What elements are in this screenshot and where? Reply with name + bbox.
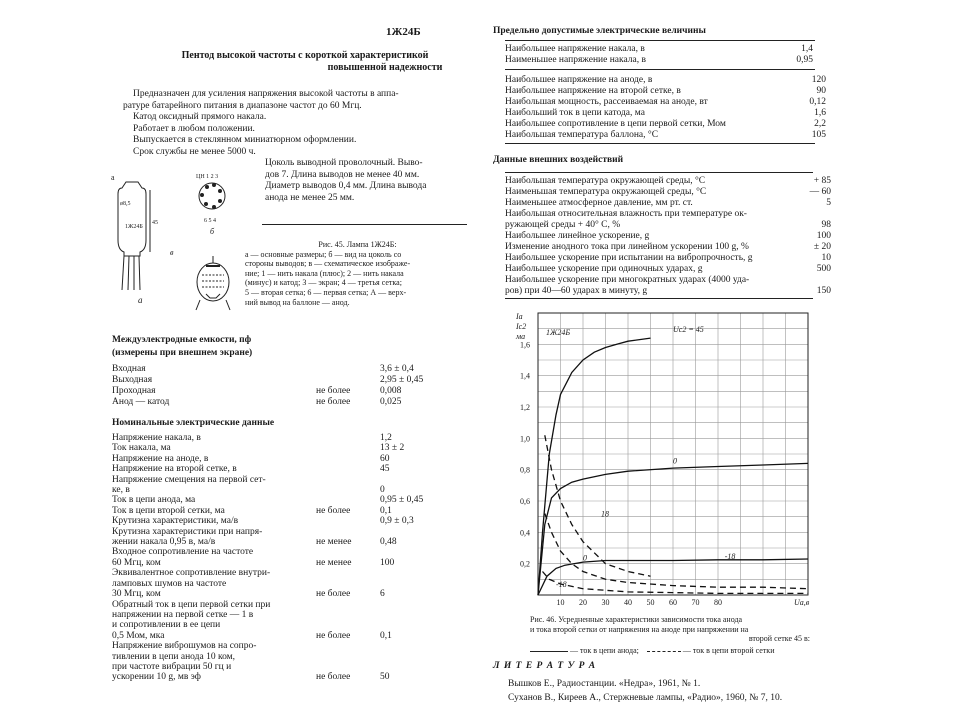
x-tick-label: 40 bbox=[624, 598, 632, 607]
table-row bbox=[110, 589, 462, 599]
param-value: — 60 bbox=[809, 187, 831, 197]
intro-line: Срок службы не менее 5000 ч. bbox=[133, 146, 256, 157]
param-name: Ток в цепи анода, ма bbox=[112, 495, 196, 506]
table-row bbox=[110, 558, 462, 568]
param-name: Наибольшее сопротивление в цепи первой сетки, Мом bbox=[505, 119, 726, 129]
y-tick-label: 0,2 bbox=[520, 559, 530, 569]
table-row bbox=[503, 44, 815, 55]
tube-title-line1: Пентод высокой частоты с короткой характеристикой bbox=[181, 50, 429, 61]
table-row bbox=[110, 672, 462, 682]
param-name: Наименьшее атмосферное давление, мм рт. ст. bbox=[505, 198, 693, 208]
param-name: Наибольшая мощность, рассеиваемая на аноде, вт bbox=[505, 97, 708, 107]
y-tick-label: 0,4 bbox=[520, 528, 530, 538]
y-tick-label: 1,0 bbox=[520, 434, 530, 444]
param-condition bbox=[314, 547, 378, 557]
y-axis-label-unit: ма bbox=[516, 332, 526, 341]
param-value: 45 bbox=[380, 464, 390, 475]
param-value: 0,95 ± 0,45 bbox=[380, 495, 424, 506]
param-condition: не более bbox=[316, 630, 351, 641]
tube-diameter-label: ø8,5 bbox=[120, 201, 131, 207]
caption-line: ние; 1 — нить накала (плюс); 2 — нить накала bbox=[245, 268, 404, 278]
y-tick-label: 1,6 bbox=[520, 340, 530, 350]
limits-top-rule bbox=[505, 40, 815, 41]
x-tick-label: 50 bbox=[646, 598, 655, 607]
param-condition bbox=[314, 620, 378, 630]
param-condition: не более bbox=[316, 505, 351, 516]
tube-type-label: 1Ж24Б bbox=[125, 224, 143, 230]
param-value bbox=[795, 275, 833, 286]
param-name: Наибольшее ускорение при одиночных ударах, g bbox=[505, 264, 703, 274]
param-condition bbox=[314, 485, 378, 495]
param-value: 2,95 ± 0,45 bbox=[380, 375, 424, 385]
param-name: Напряжение на аноде, в bbox=[112, 453, 209, 464]
param-name: Проходная bbox=[112, 386, 156, 396]
fig46-caption bbox=[530, 615, 810, 644]
param-value: 60 bbox=[380, 453, 390, 464]
param-condition bbox=[314, 475, 378, 485]
param-value: 2,2 bbox=[814, 119, 826, 129]
param-name: 0,5 Мом, мка bbox=[112, 630, 165, 641]
table-row bbox=[110, 662, 462, 672]
param-value: 1,6 bbox=[814, 108, 826, 118]
intro-block bbox=[123, 89, 473, 158]
param-value bbox=[378, 620, 462, 630]
param-name: при частоте вибрации 50 гц и bbox=[112, 661, 232, 672]
curve-label: -18 bbox=[556, 580, 567, 590]
param-value: 1,4 bbox=[801, 44, 813, 54]
intro-line: Катод оксидный прямого накала. bbox=[133, 112, 267, 122]
param-name: Наибольшее ускорение при многократных ударах (4000 уда- bbox=[505, 275, 750, 285]
table-row bbox=[503, 55, 815, 66]
table-row bbox=[503, 275, 833, 286]
param-name: 60 Мгц, ком bbox=[112, 557, 161, 568]
legend-anode bbox=[530, 646, 774, 655]
table-row bbox=[110, 397, 462, 408]
param-name: Наибольшее напряжение накала, в bbox=[505, 44, 645, 54]
external-table bbox=[503, 176, 833, 297]
param-name: Обратный ток в цепи первой сетки при bbox=[112, 599, 271, 610]
param-value: ± 20 bbox=[813, 242, 831, 252]
table-row bbox=[110, 386, 462, 397]
limits-table-b bbox=[503, 75, 828, 141]
legend-solid-line bbox=[530, 651, 568, 652]
param-name: жении накала 0,95 в, ма/в bbox=[112, 537, 216, 548]
param-name: тивлении в цепи анода 10 ком, bbox=[112, 651, 236, 662]
limits-mid-rule bbox=[505, 69, 815, 70]
param-condition bbox=[314, 568, 378, 578]
table-row bbox=[110, 568, 462, 578]
param-value: 13 ± 2 bbox=[380, 443, 405, 454]
table-row bbox=[503, 220, 833, 231]
param-condition bbox=[314, 495, 378, 505]
chart-lamp-label: 1Ж24Б bbox=[546, 328, 571, 337]
table-row bbox=[110, 433, 462, 443]
divider bbox=[262, 224, 467, 225]
table-row bbox=[110, 652, 462, 662]
param-name: Входная bbox=[112, 364, 146, 374]
param-condition: не более bbox=[316, 386, 351, 396]
capacitance-subtitle: (измерены при внешнем экране) bbox=[112, 348, 253, 358]
param-condition bbox=[314, 433, 378, 443]
characteristics-chart bbox=[510, 305, 820, 615]
series-line-screen-4 bbox=[545, 514, 808, 589]
table-row bbox=[503, 108, 828, 119]
legend-dashed-line bbox=[647, 651, 681, 652]
table-row bbox=[110, 537, 462, 547]
chart-uc2-label: Uс2 = 45 bbox=[673, 324, 704, 334]
param-condition bbox=[314, 375, 378, 386]
param-name: Напряжение на второй сетке, в bbox=[112, 464, 237, 475]
param-name: Напряжение виброшумов на сопро- bbox=[112, 641, 257, 652]
param-condition bbox=[314, 454, 378, 464]
fig-label-b: б bbox=[210, 227, 215, 236]
table-row bbox=[503, 86, 828, 97]
param-name: ке, в bbox=[112, 485, 130, 496]
param-name: Крутизна характеристики, ма/в bbox=[112, 516, 239, 527]
caption-line: и тока второй сетки от напряжения на аноде при напряжении на bbox=[530, 624, 749, 634]
caption-line: (минус) и катод; 3 — экран; 4 — третья сетка; bbox=[245, 278, 402, 288]
param-name: Наименьшее напряжение накала, в bbox=[505, 55, 646, 65]
base-line: анода не менее 25 мм. bbox=[265, 192, 355, 203]
series-line-anode-1 bbox=[538, 338, 651, 595]
x-tick-label: 80 bbox=[714, 598, 722, 607]
param-name: Наибольшее напряжение на аноде, в bbox=[505, 75, 653, 85]
caption-line: Рис. 46. Усредненные характеристики зависимости тока анода bbox=[530, 615, 743, 624]
param-name: Напряжение накала, в bbox=[112, 433, 201, 443]
literature-item: Вышков Е., Радиостанции. «Недра», 1961, № 1. bbox=[508, 679, 701, 689]
curve-label: 0 bbox=[673, 456, 677, 466]
table-row bbox=[110, 620, 462, 630]
param-name: Наибольшая температура окружающей среды, °С bbox=[505, 176, 706, 186]
param-value: 0,95 bbox=[796, 55, 813, 65]
param-value: 0,008 bbox=[380, 386, 402, 396]
legend-screen-label: — ток в цепи второй сетки bbox=[682, 646, 775, 655]
nominal-title: Номинальные электрические данные bbox=[112, 418, 275, 428]
param-condition bbox=[314, 579, 378, 589]
table-row bbox=[110, 516, 462, 526]
legend-anode-label: — ток в цепи анода; bbox=[570, 646, 639, 655]
param-name: Ток накала, ма bbox=[112, 443, 171, 454]
param-name: ров) при 40—60 ударах в минуту, g bbox=[505, 286, 648, 296]
param-value: 105 bbox=[811, 130, 826, 140]
y-tick-label: 1,4 bbox=[520, 371, 530, 381]
table-row bbox=[503, 231, 833, 242]
param-value: 50 bbox=[380, 672, 390, 683]
intro-line: Предназначен для усиления напряжения высокой частоты в аппа- bbox=[133, 89, 399, 99]
param-condition bbox=[314, 443, 378, 453]
external-bottom-rule bbox=[505, 298, 813, 299]
external-top-rule bbox=[505, 172, 813, 173]
param-condition bbox=[314, 516, 378, 526]
param-name: Выходная bbox=[112, 375, 153, 385]
base-line: Цоколь выводной проволочный. Выво- bbox=[265, 158, 423, 168]
fig-label-v: в bbox=[170, 248, 174, 257]
param-name: Напряжение смещения на первой сет- bbox=[112, 474, 266, 485]
param-value: 98 bbox=[821, 220, 831, 230]
param-condition: не более bbox=[316, 397, 351, 407]
param-value bbox=[378, 641, 462, 651]
param-value: 5 bbox=[826, 198, 831, 208]
intro-line: Работает в любом положении. bbox=[133, 123, 255, 134]
base-line: дов 7. Длина выводов не менее 40 мм. bbox=[265, 169, 420, 180]
param-value bbox=[378, 579, 462, 589]
base-line: Диаметр выводов 0,4 мм. Длина вывода bbox=[265, 181, 427, 191]
param-value: 500 bbox=[816, 264, 831, 274]
param-value: 0 bbox=[380, 485, 385, 496]
param-name: Анод — катод bbox=[112, 397, 170, 407]
table-row bbox=[110, 631, 462, 641]
caption-line: второй сетке 45 в: bbox=[748, 634, 810, 644]
table-row bbox=[503, 253, 833, 264]
param-name: Наибольшее ускорение при испытании на вибропрочность, g bbox=[505, 253, 753, 263]
param-name: Крутизна характеристики при напря- bbox=[112, 526, 263, 537]
x-tick-label: 30 bbox=[601, 598, 610, 607]
literature-item: Суханов В., Киреев А., Стержневые лампы, «Радио», 1960, № 7, 10. bbox=[508, 693, 783, 703]
y-axis-label-ia: Iа bbox=[516, 312, 523, 321]
tube-designation: 1Ж24Б bbox=[386, 26, 421, 38]
tube-length-label: 45 bbox=[152, 220, 158, 226]
limits-bottom-rule bbox=[505, 143, 815, 144]
table-row bbox=[110, 547, 462, 557]
fig-label-a-top: а bbox=[111, 173, 115, 182]
curve-label: -18 bbox=[724, 551, 736, 561]
param-name: Входное сопротивление на частоте bbox=[112, 547, 254, 558]
caption-line: а — основные размеры; б — вид на цоколь со bbox=[245, 249, 402, 259]
external-title: Данные внешних воздействий bbox=[493, 155, 624, 165]
x-tick-label: 70 bbox=[691, 598, 700, 607]
curve-label: 0 bbox=[583, 553, 587, 563]
fig45-caption bbox=[245, 240, 470, 307]
param-value: 3,6 ± 0,4 bbox=[380, 364, 414, 374]
param-value: 0,48 bbox=[380, 537, 397, 548]
table-row bbox=[503, 176, 833, 187]
table-row bbox=[110, 375, 462, 386]
intro-line: ратуре батарейного питания в диапазоне частот до 60 Мгц. bbox=[123, 100, 362, 111]
table-row bbox=[503, 264, 833, 275]
param-value bbox=[378, 568, 462, 578]
table-row bbox=[110, 495, 462, 505]
param-name: 30 Мгц, ком bbox=[112, 589, 161, 600]
pins-top-label: ЦН 1 2 3 bbox=[196, 174, 219, 180]
param-condition: не менее bbox=[316, 537, 352, 548]
param-condition bbox=[314, 662, 378, 672]
pin-view-b bbox=[199, 183, 225, 209]
param-value: 0,12 bbox=[809, 97, 826, 107]
param-value: 10 bbox=[821, 253, 831, 263]
intro-line: Выпускается в стеклянном миниатюрном оформлении. bbox=[133, 135, 357, 145]
y-tick-label: 0,6 bbox=[520, 497, 530, 506]
tube-drawing bbox=[110, 160, 260, 320]
y-axis-label-ic2: Iс2 bbox=[516, 322, 527, 331]
param-condition bbox=[314, 641, 378, 651]
tube-title-line2: повышенной надежности bbox=[327, 62, 443, 73]
schematic-v bbox=[196, 256, 230, 310]
capacitance-title: Междуэлектродные емкости, пф bbox=[112, 335, 252, 345]
table-row bbox=[503, 209, 833, 220]
limits-title: Предельно допустимые электрические величины bbox=[493, 26, 706, 36]
table-row bbox=[503, 187, 833, 198]
param-value bbox=[378, 652, 462, 662]
param-name: Эквивалентное сопротивление внутри- bbox=[112, 568, 271, 579]
param-value: 0,1 bbox=[380, 505, 392, 516]
param-condition bbox=[314, 610, 378, 620]
param-name: Ток в цепи второй сетки, ма bbox=[112, 505, 225, 516]
x-tick-label: 20 bbox=[579, 598, 587, 607]
param-value: 6 bbox=[380, 589, 385, 600]
curve-label: 18 bbox=[601, 509, 609, 519]
table-row bbox=[503, 97, 828, 108]
param-value: 1,2 bbox=[380, 433, 392, 443]
table-row bbox=[503, 286, 833, 297]
table-row bbox=[110, 475, 462, 485]
param-name: Наибольшая температура баллона, °С bbox=[505, 130, 659, 140]
literature-title: Л И Т Е Р А Т У Р А bbox=[493, 661, 597, 671]
caption-line: ний вывод на баллоне — анод. bbox=[245, 297, 350, 307]
param-name: ружающей среды + 40° С, % bbox=[505, 220, 621, 230]
table-row bbox=[110, 454, 462, 464]
param-value: 0,025 bbox=[380, 397, 402, 407]
param-name: ускорении 10 g, мв эф bbox=[112, 672, 201, 683]
x-axis-label: Uа,в bbox=[794, 598, 810, 607]
table-row bbox=[110, 364, 462, 375]
base-description bbox=[265, 158, 475, 204]
caption-line: стороны выводов; в — схематическое изображе- bbox=[245, 259, 411, 269]
fig-label-a: а bbox=[138, 295, 143, 305]
y-tick-label: 0,8 bbox=[520, 465, 530, 475]
param-name: Наибольшее напряжение на второй сетке, в bbox=[505, 86, 681, 96]
param-name: Наибольшее линейное ускорение, g bbox=[505, 231, 650, 241]
param-condition bbox=[314, 464, 378, 474]
param-name: напряжении на первой сетке — 1 в bbox=[112, 609, 254, 620]
table-row bbox=[110, 579, 462, 589]
table-row bbox=[110, 600, 462, 610]
param-value: 90 bbox=[816, 86, 826, 96]
table-row bbox=[503, 198, 833, 209]
table-row bbox=[110, 485, 462, 495]
param-condition: не более bbox=[316, 589, 351, 600]
caption-line: Рис. 45. Лампа 1Ж24Б: bbox=[318, 240, 397, 249]
limits-table-a bbox=[503, 44, 815, 66]
table-row bbox=[110, 610, 462, 620]
pins-bottom-label: 6 5 4 bbox=[204, 218, 216, 224]
param-condition bbox=[314, 364, 378, 375]
param-name: Наименьшая температура окружающей среды, °С bbox=[505, 187, 707, 197]
capacitance-table bbox=[110, 364, 462, 408]
param-value: 0,1 bbox=[380, 630, 392, 641]
table-row bbox=[503, 75, 828, 86]
param-value: 100 bbox=[816, 231, 831, 241]
param-condition bbox=[314, 600, 378, 610]
table-row bbox=[110, 641, 462, 651]
param-condition: не более bbox=[316, 672, 351, 683]
param-value: 150 bbox=[816, 286, 831, 296]
table-row bbox=[503, 130, 828, 141]
table-row bbox=[110, 443, 462, 453]
param-value bbox=[378, 475, 462, 485]
param-value: 0,9 ± 0,3 bbox=[380, 516, 414, 527]
param-value bbox=[795, 209, 833, 220]
table-row bbox=[110, 506, 462, 516]
param-value: + 85 bbox=[813, 176, 831, 186]
y-tick-label: 1,2 bbox=[520, 403, 530, 412]
table-row bbox=[110, 464, 462, 474]
param-condition bbox=[314, 527, 378, 537]
param-name: и сопротивлении в ее цепи bbox=[112, 620, 221, 631]
x-tick-label: 10 bbox=[556, 598, 565, 607]
param-name: ламповых шумов на частоте bbox=[112, 578, 227, 589]
param-condition: не менее bbox=[316, 557, 352, 568]
param-name: Наибольший ток в цепи катода, ма bbox=[505, 108, 645, 118]
series-line-screen-5 bbox=[543, 572, 809, 594]
param-name: Наибольшая относительная влажность при температуре ок- bbox=[505, 209, 747, 219]
param-value bbox=[378, 527, 462, 537]
param-value bbox=[378, 662, 462, 672]
x-tick-label: 60 bbox=[669, 598, 677, 607]
nominal-table bbox=[110, 433, 462, 683]
param-value: 120 bbox=[811, 75, 826, 85]
param-value: 100 bbox=[380, 557, 395, 568]
table-row bbox=[503, 119, 828, 130]
param-condition bbox=[314, 652, 378, 662]
param-value bbox=[378, 610, 462, 620]
param-value bbox=[378, 600, 462, 610]
tube-outline-a bbox=[118, 182, 150, 290]
caption-line: 5 — вторая сетка; 6 — первая сетка; А — верх- bbox=[245, 287, 407, 297]
table-row bbox=[110, 527, 462, 537]
table-row bbox=[503, 242, 833, 253]
param-name: Изменение анодного тока при линейном ускорении 100 g, % bbox=[505, 242, 749, 252]
param-value bbox=[378, 547, 462, 557]
